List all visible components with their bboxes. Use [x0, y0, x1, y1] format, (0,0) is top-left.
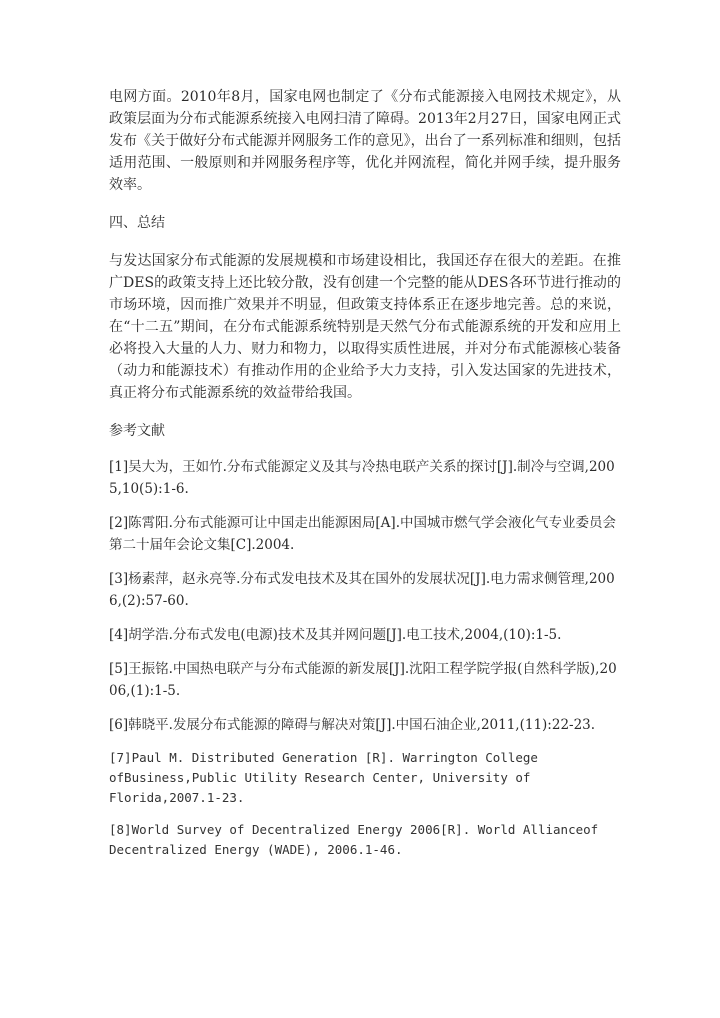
reference-item: [4]胡学浩.分布式发电(电源)技术及其并网问题[J].电工技术,2004,(10):1-5. — [109, 627, 562, 643]
document-page — [109, 86, 621, 872]
reference-item: [7]Paul M. Distributed Generation [R]. Warrington College ofBusiness,Public Utility Research Center, University of Florida,2007.1-23. — [109, 750, 538, 805]
reference-item: [6]韩晓平.发展分布式能源的障碍与解决对策[J].中国石油企业,2011,(11):22-23. — [109, 717, 596, 733]
reference-item: [1]吴大为，王如竹.分布式能源定义及其与冷热电联产关系的探讨[J].制冷与空调,2005,10(5):1-6. — [109, 459, 615, 497]
intro-paragraph: 电网方面。2010年8月，国家电网也制定了《分布式能源接入电网技术规定》，从政策层面为分布式能源系统接入电网扫清了障碍。2013年2月27日，国家电网正式发布《关于做好分布式能源并网服务工作的意见》，出台了一系列标准和细则，包括适用范围、一般原则和并网服务程序等，优化并网流程，简化并网手续，提升服务效率。 — [109, 89, 621, 193]
summary-paragraph: 与发达国家分布式能源的发展规模和市场建设相比，我国还存在很大的差距。在推广DES的政策支持上还比较分散，没有创建一个完整的能从DES各环节进行推动的市场环境，因而推广效果并不明显，但政策支持体系正在逐步地完善。总的来说，在“十二五”期间，在分布式能源系统特别是天然气分布式能源系统的开发和应用上必将投入大量的人力、财力和物力，以取得实质性进展，并对分布式能源核心装备（动力和能源技术）有推动作用的企业给予大力支持，引入发达国家的先进技术，真正将分布式能源系统的效益带给我国。 — [109, 253, 621, 401]
reference-item: [2]陈霄阳.分布式能源可让中国走出能源困局[A].中国城市燃气学会液化气专业委员会第二十届年会论文集[C].2004. — [109, 515, 616, 553]
references-list — [109, 456, 621, 860]
reference-item: [8]World Survey of Decentralized Energy 2006[R]. World Allianceof Decentralized Energy (WADE), 2006.1-46. — [109, 822, 599, 857]
reference-item: [5]王振铭.中国热电联产与分布式能源的新发展[J].沈阳工程学院学报(自然科学版),2006,(1):1-5. — [109, 661, 617, 699]
section-heading: 四、总结 — [109, 215, 165, 231]
reference-item: [3]杨素萍，赵永亮等.分布式发电技术及其在国外的发展状况[J].电力需求侧管理,2006,(2):57-60. — [109, 571, 615, 609]
references-title: 参考文献 — [109, 423, 165, 439]
